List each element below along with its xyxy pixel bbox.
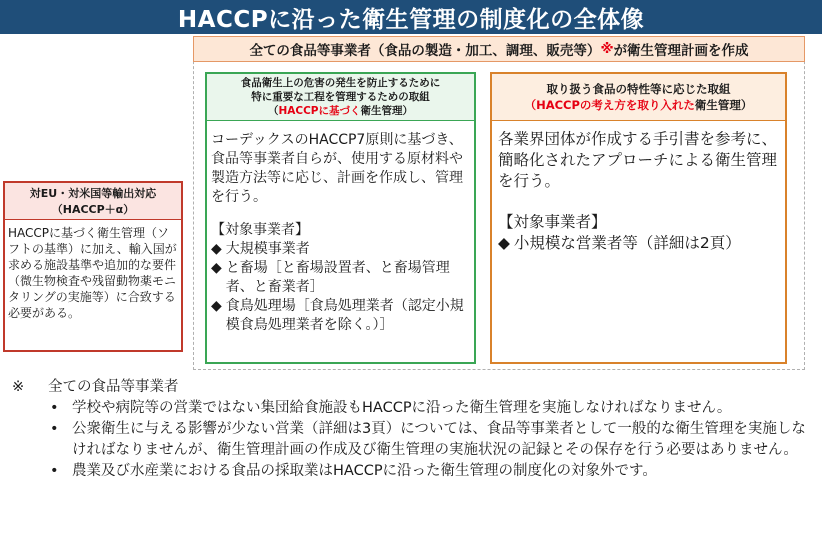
target-text: と畜場［と畜場設置者、と畜場管理者、と畜業者］ — [225, 260, 450, 295]
haccp-approach-header — [492, 74, 785, 121]
scope-prefix: 全ての食品等事業者（食品の製造・加工、調理、販売等） — [249, 43, 601, 59]
haccp-approach-body — [492, 121, 785, 254]
bullet-icon: • — [50, 421, 59, 437]
scope-mark: ※ — [600, 41, 614, 57]
list-item — [50, 419, 817, 461]
haccp-approach-target-label: 【対象事業者】 — [498, 213, 607, 231]
haccp-based-head-line2: 特に重要な工程を管理するための取組 — [251, 91, 430, 103]
note-text: 農業及び水産業における食品の採取業はHACCPに沿った衛生管理の制度化の対象外です。 — [72, 463, 657, 479]
list-item — [498, 233, 779, 254]
paren-open: （ — [267, 105, 279, 117]
list-item — [50, 398, 817, 419]
haccp-based-box — [205, 72, 476, 364]
bullet-icon: • — [50, 400, 59, 416]
scope-header — [193, 36, 805, 62]
diamond-bullet-icon: ◆ — [211, 298, 222, 314]
list-item — [211, 259, 470, 297]
notes-head-text: 全ての食品等事業者 — [48, 379, 179, 395]
haccp-approach-box — [490, 72, 787, 364]
haccp-approach-keyword: HACCPの考え方を取り入れた — [536, 98, 695, 112]
haccp-based-description: コーデックスのHACCP7原則に基づき、食品等事業者自らが、使用する原材料や製造方法等に応じ、計画を作成し、管理を行う。 — [211, 132, 463, 205]
export-head-line1: 対EU・対米国等輸出対応 — [29, 187, 157, 200]
haccp-approach-head-line2 — [492, 97, 785, 113]
haccp-based-header — [207, 74, 474, 121]
note-mark: ※ — [12, 379, 25, 395]
target-text: 食鳥処理場［食鳥処理業者（認定小規模食鳥処理業者を除く。）］ — [225, 298, 464, 333]
haccp-approach-head-close: 衛生管理） — [694, 98, 753, 112]
export-header — [5, 183, 181, 220]
haccp-approach-head-line1: 取り扱う食品の特性等に応じた取組 — [546, 82, 731, 96]
target-text: 小規模な営業者等（詳細は2頁） — [513, 234, 741, 252]
diamond-bullet-icon: ◆ — [498, 234, 510, 252]
export-head-line2: （HACCP＋α） — [51, 203, 135, 216]
haccp-based-head-close: 衛生管理） — [360, 105, 414, 117]
haccp-approach-description: 各業界団体が作成する手引書を参考に、簡略化されたアプローチによる衛生管理を行う。 — [498, 130, 778, 190]
bullet-icon: • — [50, 463, 59, 479]
notes-header — [12, 377, 817, 398]
target-text: 大規模事業者 — [225, 241, 310, 257]
haccp-based-head-line1: 食品衛生上の危害の発生を防止するために — [240, 77, 441, 89]
list-item — [211, 240, 470, 259]
note-text: 公衆衛生に与える影響が少ない営業（詳細は3頁）については、食品等事業者として一般的な衛生管理を実施しなければなりませんが、衛生管理計画の作成及び衛生管理の実施状況の記録とその保存を行う必要はありません。 — [72, 421, 806, 458]
note-text: 学校や病院等の営業ではない集団給食施設もHACCPに沿った衛生管理を実施しなければなりません。 — [72, 400, 732, 416]
haccp-based-body — [207, 121, 474, 335]
page-title: HACCPに沿った衛生管理の制度化の全体像 — [0, 0, 822, 34]
list-item — [211, 297, 470, 335]
export-box — [3, 181, 183, 352]
export-body: HACCPに基づく衛生管理（ソフトの基準）に加え、輸入国が求める施設基準や追加的な要件（微生物検査や残留動物薬モニタリングの実施等）に合致する必要がある。 — [8, 226, 177, 320]
paren-open: （ — [524, 98, 537, 112]
haccp-based-target-label: 【対象事業者】 — [211, 222, 309, 238]
haccp-based-keyword: HACCPに基づく — [278, 105, 361, 117]
diamond-bullet-icon: ◆ — [211, 241, 222, 257]
diamond-bullet-icon: ◆ — [211, 260, 222, 276]
haccp-based-head-line3 — [207, 104, 474, 118]
list-item — [50, 461, 817, 482]
notes-section — [12, 377, 817, 482]
scope-suffix: が衛生管理計画を作成 — [613, 43, 749, 59]
